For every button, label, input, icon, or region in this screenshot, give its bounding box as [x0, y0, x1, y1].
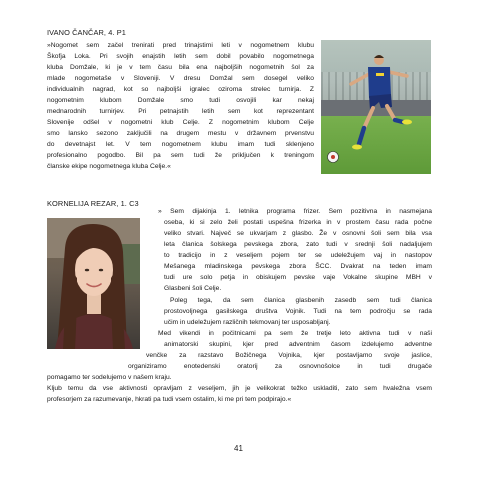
- text-line: »Nogomet sem začel trenirati pred trinajstimi leti v nogometnem klubu: [47, 42, 314, 49]
- text-line: Škofja Loka. Pri svojih enajstih letih sem dobil povabilo nogometnega: [47, 53, 314, 60]
- text-line: mednarodnih turnirjev. Pri petnajstih letih sem kot reprezentant: [47, 108, 314, 115]
- section-heading-ivano: IVANO ČANČAR, 4. P1: [47, 28, 126, 37]
- text-line: Mešanega mladinskega pevskega zbora ŠCC. Dvakrat na teden imam: [164, 263, 432, 270]
- text-line: profesionalno pogodbo. Bil pa sem tudi že priključen k treningom: [47, 152, 314, 159]
- portrait-figure: [47, 218, 140, 349]
- text-line: do devetnajst let. V tem nogometnem klubu imam tudi sklenjeno: [47, 141, 314, 148]
- text-line: Med vikendi in počitnicami pa sem že tretje leto aktivna tudi v naši: [158, 330, 432, 337]
- text-line: animatorski skupini, kjer pred adventnim časom izdelujemo adventne: [164, 341, 432, 348]
- page-number: 41: [234, 444, 243, 453]
- text-line: smo lansko sezono zaključili na drugem mestu v državnem prvenstvu: [47, 130, 314, 137]
- text-line: Slovenije odšel v nogometni klub Celje. Z nogometnim klubom Celje: [47, 119, 314, 126]
- text-line: mlade nogometaše v Sloveniji. V dresu Domžal sem dosegel veliko: [47, 75, 314, 82]
- text-line: nogometnim klubom Domžale smo tudi osvojili kar nekaj: [47, 97, 314, 104]
- text-line: profesorjem za razumevanje, hkrati pa tudi vsem ostalim, ki me pri tem podpirajo.«: [47, 396, 292, 403]
- text-line: » Sem dijakinja 1. letnika programa frizer. Sem pozitivna in nasmejana: [158, 208, 432, 215]
- text-line: kluba Domžale, ki je v tem času bila ena najboljših nogometnih šol za: [47, 64, 314, 71]
- text-line: članske ekipe nogometnega kluba Celje.«: [47, 163, 171, 170]
- text-line: tudi ure solo petja in obiskujem pevske vaje Vokalne skupine MBH v: [164, 274, 432, 281]
- text-line: organiziramo enotedenski oratorij za osnovnošolce in tudi drugače: [128, 363, 432, 370]
- text-line: individualnih nagrad, kot so najboljši igralec oziroma strelec turnirja. Z: [47, 86, 314, 93]
- text-line: to tradicijo in z veseljem pojem ter se udeležujem vaj in nastopov: [164, 252, 432, 259]
- text-line: Glasbeni šoli Celje.: [164, 285, 222, 292]
- text-line: leta članica šolskega pevskega zbora, zato tudi v srednji šoli nadaljujem: [164, 241, 432, 248]
- text-line: oseba, ki si zelo želi postati uspešna frizerka in v prostem času rada počne: [164, 219, 432, 226]
- text-line: venčke za razstavo Božičnega Vojnika, kjer postavljamo svoje jaslice,: [146, 352, 432, 359]
- text-line: Poleg tega, da sem članica glasbenih zasedb sem tudi članica: [170, 297, 432, 304]
- text-line: prostovoljnega gasilskega društva Vojnik. Tudi na tem področju se rada: [164, 308, 432, 315]
- text-line: Kljub temu da vse aktivnosti opravljam z veseljem, jih je velikokrat težko uskladiti, zato sem hvaležna vsem: [47, 385, 432, 392]
- text-line: veliko stvari. Največ se ukvarjam z glasbo. Že v osnovni šoli sem bila vsa: [164, 230, 432, 237]
- portrait-photo: [47, 218, 140, 349]
- text-line: pomagamo ter sodelujemo v našem kraju.: [47, 374, 172, 381]
- text-line: učim in udeležujem različnih tekmovanj ter usposabljanj.: [164, 319, 331, 326]
- section-heading-kornelija: KORNELIJA REZAR, 1. C3: [47, 199, 139, 208]
- football-player-photo: [321, 40, 431, 174]
- football-player-figure: [321, 40, 431, 174]
